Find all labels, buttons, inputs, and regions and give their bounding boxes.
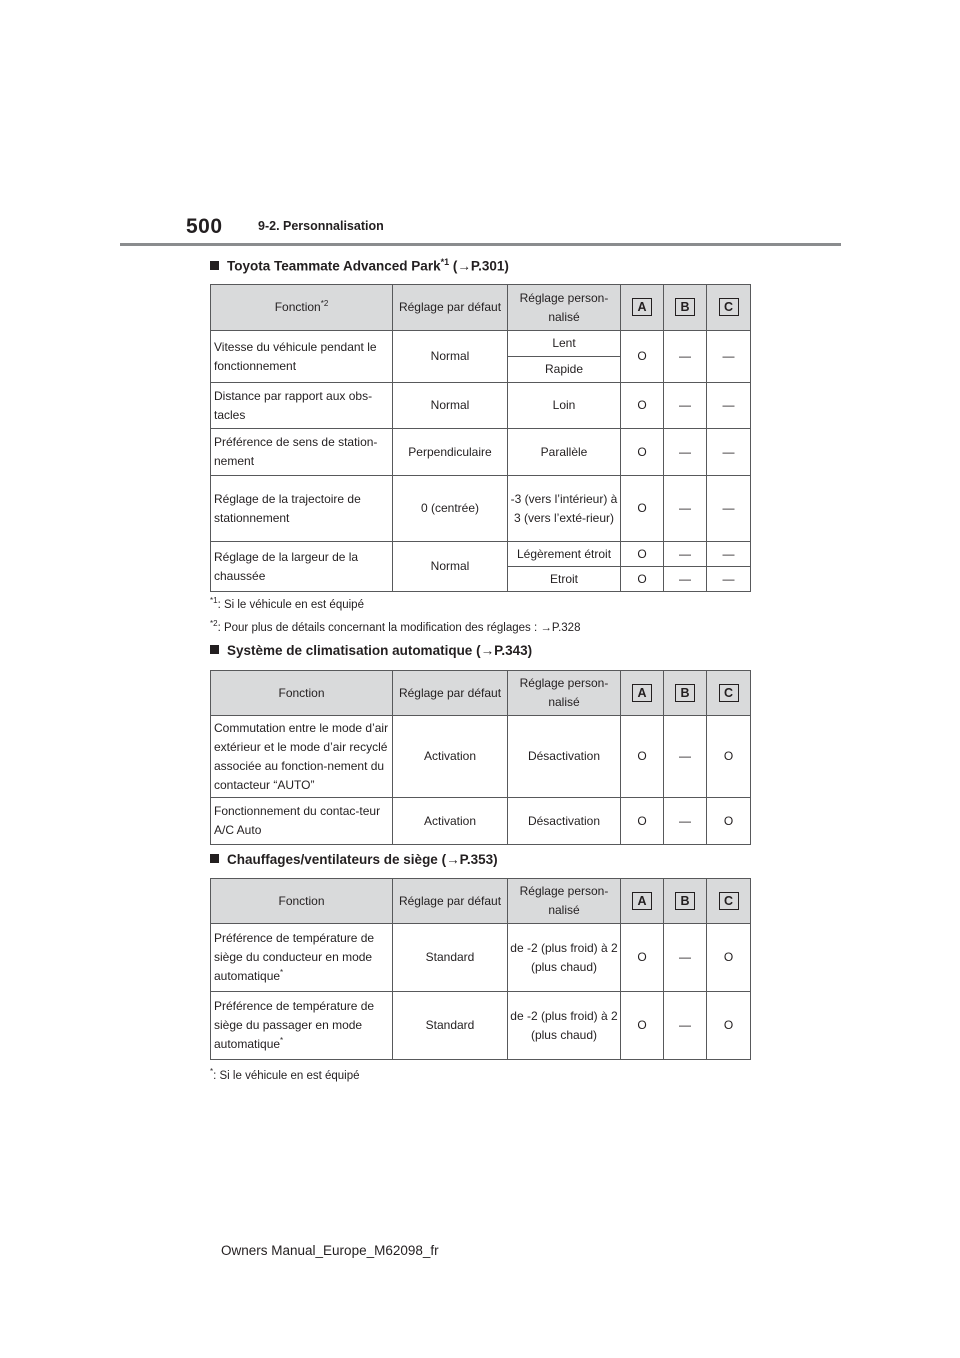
settings-table-seat-heaters <box>210 878 751 1060</box>
table-row: Commutation entre le mode d’air extérieur et le mode d’air recyclé associée au fonction-nement du contacteur “AUTO” Activation Désactivation O — O <box>211 716 751 798</box>
column-header-b: B <box>664 879 707 924</box>
table-row: Fonctionnement du contac-teur A/C Auto Activation Désactivation O — O <box>211 798 751 845</box>
section-title-teammate-park: Toyota Teammate Advanced Park$^{*1}$ (→P.301) <box>210 257 509 274</box>
column-header-fonction: Fonction <box>211 671 393 716</box>
column-header-default: Réglage par défaut <box>393 285 508 331</box>
section-title-seat-heaters: Chauffages/ventilateurs de siège (→P.353) <box>210 852 498 867</box>
table-row: Rapide <box>211 357 751 383</box>
table-row: Vitesse du véhicule pendant le fonctionnement Normal Lent O — — <box>211 331 751 357</box>
column-header-c: C <box>707 879 751 924</box>
column-header-custom: Réglage person-nalisé <box>508 879 621 924</box>
table-row: Préférence de température de siège du passager en mode automatique* Standard de -2 (plus froid) à 2 (plus chaud) O — O <box>211 992 751 1060</box>
settings-table-climate <box>210 670 751 845</box>
table-row: Distance par rapport aux obs-tacles Normal Loin O — — <box>211 383 751 429</box>
chapter-title: 9-2. Personnalisation <box>258 219 384 233</box>
header-divider <box>120 243 841 246</box>
column-header-default: Réglage par défaut <box>393 879 508 924</box>
footer-text: Owners Manual_Europe_M62098_fr <box>221 1243 439 1258</box>
column-header-b: B <box>664 671 707 716</box>
column-header-default: Réglage par défaut <box>393 671 508 716</box>
settings-table-teammate-park <box>210 284 751 592</box>
footnote-2: $^{*2}$: Pour plus de détails concernant la modification des réglages : →P.328 <box>210 619 581 634</box>
table-row: Réglage de la largeur de la chaussée Normal Légèrement étroit O — — <box>211 542 751 567</box>
column-header-a: A <box>621 285 664 331</box>
table-row: Réglage de la trajectoire de stationnement 0 (centrée) -3 (vers l’intérieur) à 3 (vers l’exté-rieur) O — — <box>211 476 751 542</box>
column-header-c: C <box>707 671 751 716</box>
page-number: 500 <box>186 215 223 238</box>
column-header-b: B <box>664 285 707 331</box>
column-header-custom: Réglage person-nalisé <box>508 285 621 331</box>
column-header-a: A <box>621 879 664 924</box>
footnote-1: $^{*1}$: Si le véhicule en est équipé <box>210 596 364 611</box>
section-title-climate: Système de climatisation automatique (→P.343) <box>210 643 532 658</box>
column-header-a: A <box>621 671 664 716</box>
column-header-c: C <box>707 285 751 331</box>
bullet-square-icon <box>210 645 219 654</box>
column-header-custom: Réglage person-nalisé <box>508 671 621 716</box>
table-row: Préférence de température de siège du conducteur en mode automatique* Standard de -2 (plus froid) à 2 (plus chaud) O — O <box>211 924 751 992</box>
bullet-square-icon <box>210 261 219 270</box>
bullet-square-icon <box>210 854 219 863</box>
table-row: Etroit O — — <box>211 567 751 592</box>
column-header-fonction: Fonction <box>211 879 393 924</box>
footnote-3: *: Si le véhicule en est équipé <box>210 1067 360 1082</box>
table-row: Préférence de sens de station-nement Perpendiculaire Parallèle O — — <box>211 429 751 476</box>
column-header-fonction: Fonction$^{*2}$ <box>211 285 393 331</box>
